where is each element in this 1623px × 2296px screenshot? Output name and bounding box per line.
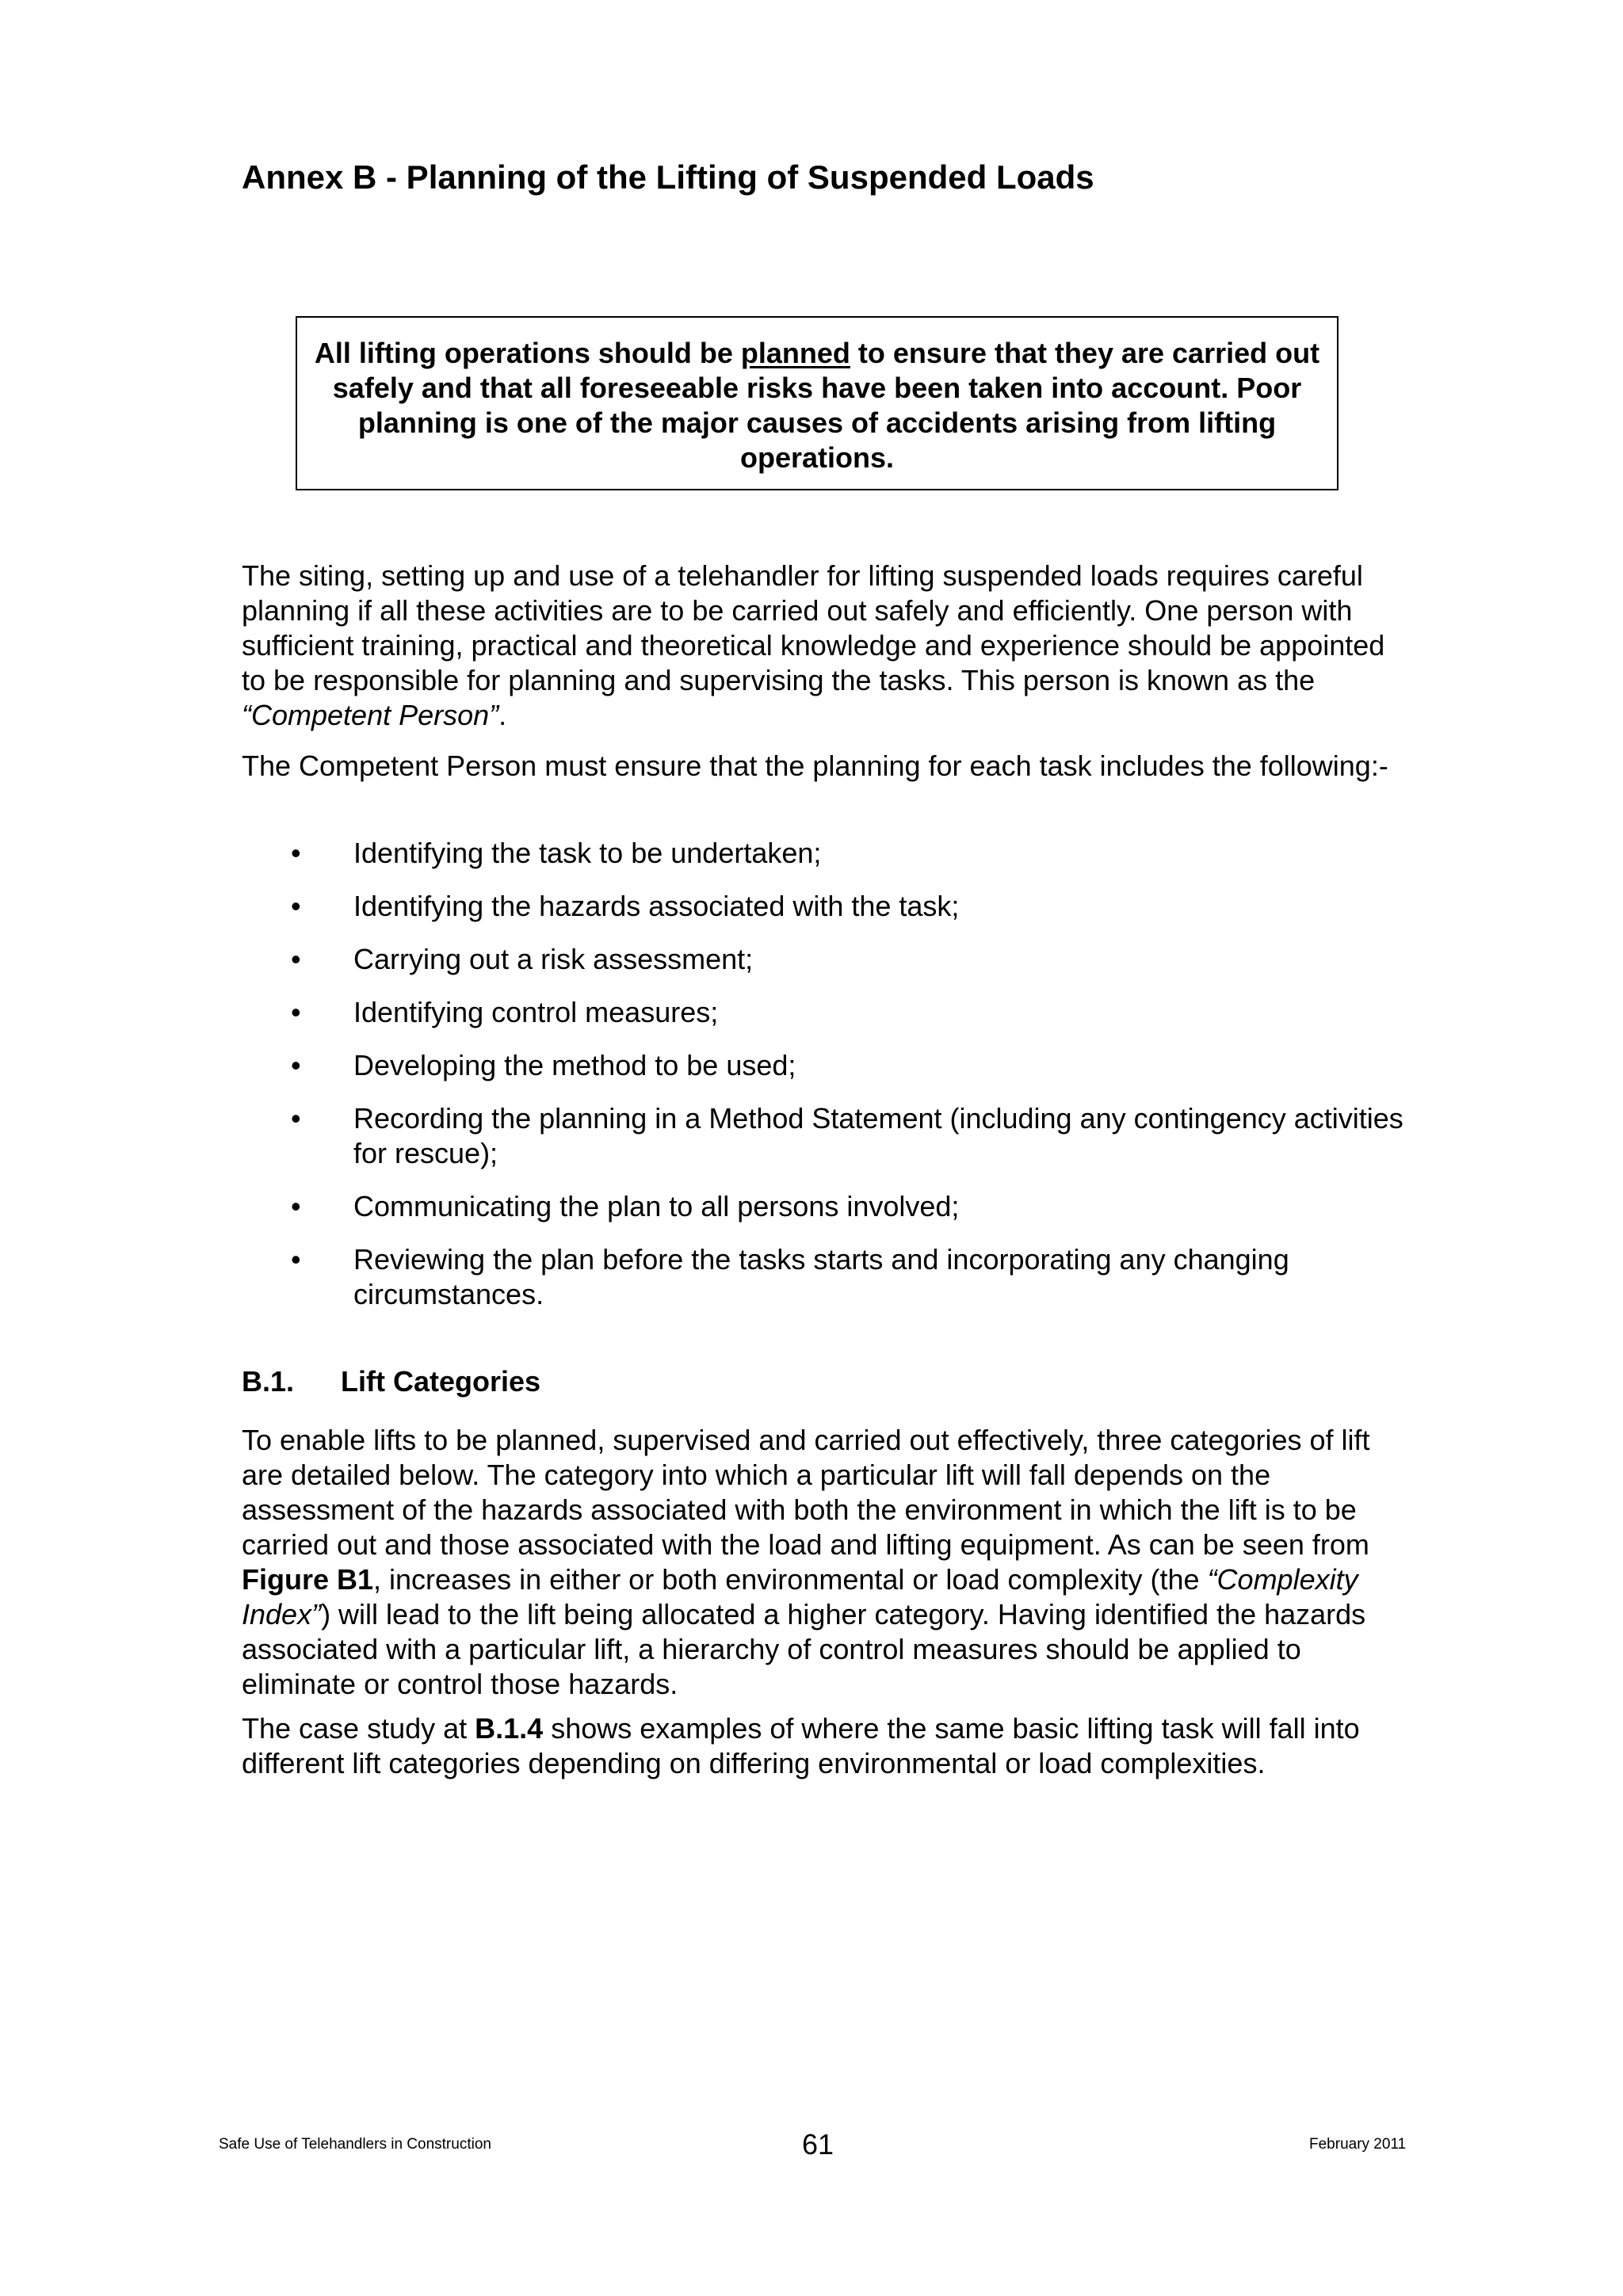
lift-text-3: ) will lead to the lift being allocated a higher category. Having identified the hazards associated with a particular lift, a hierarchy of control measures should be applied to eliminate or control those hazards. (242, 1598, 1366, 1700)
section-title: Lift Categories (341, 1365, 541, 1398)
intro-paragraph (242, 559, 1415, 733)
bullet-icon: • (291, 890, 301, 922)
bullet-icon: • (291, 1243, 301, 1276)
case-study-text-end: shows examples of where the same basic lifting task will fall into different lift categories depending on differing environmental or load complexities. (242, 1712, 1360, 1779)
page-number: 61 (802, 2128, 834, 2161)
list-item (242, 1189, 1415, 1224)
planning-list (242, 836, 1415, 1330)
competent-person-term: “Competent Person” (242, 699, 499, 731)
list-item-text: Communicating the plan to all persons involved; (353, 1190, 960, 1222)
planning-paragraph (242, 749, 1415, 784)
section-heading (242, 1364, 540, 1399)
intro-text-end: . (498, 699, 507, 731)
list-item (242, 836, 1415, 871)
footer-date: February 2011 (1309, 2136, 1407, 2153)
list-item (242, 889, 1415, 924)
callout-text-start: All lifting operations should be (314, 337, 741, 369)
bullet-icon: • (291, 1190, 301, 1222)
intro-text: The siting, setting up and use of a telehandler for lifting suspended loads requires careful planning if all these activities are to be carried out safely and efficiently. One person with sufficient training, practical and theoretical knowledge and experience should be appointed to be responsible for planning and supervising the tasks. This person is known as the (242, 559, 1385, 696)
footer-document-title: Safe Use of Telehandlers in Construction (219, 2136, 491, 2153)
list-item (242, 1242, 1415, 1312)
list-item (242, 995, 1415, 1030)
list-item-text: Developing the method to be used; (353, 1049, 796, 1081)
list-item-text: Reviewing the plan before the tasks starts and incorporating any changing circumstances. (353, 1243, 1289, 1310)
section-number: B.1. (242, 1365, 295, 1398)
case-study-reference: B.1.4 (475, 1712, 544, 1745)
lift-text-2: , increases in either or both environmental or load complexity (the (373, 1563, 1208, 1596)
lift-categories-paragraph (242, 1423, 1415, 1702)
list-item-text: Carrying out a risk assessment; (353, 943, 754, 975)
list-item-text: Identifying control measures; (353, 996, 719, 1028)
lift-text-1: To enable lifts to be planned, supervised and carried out effectively, three categories of lift are detailed below. The category into which a particular lift will fall depends on the assessment of the hazards associated with both the environment in which the lift is to be carried out and those associated with the load and lifting equipment. As can be seen from (242, 1424, 1370, 1561)
case-study-paragraph (242, 1711, 1415, 1781)
list-item (242, 942, 1415, 977)
list-item-text: Identifying the task to be undertaken; (353, 837, 822, 869)
bullet-icon: • (291, 1102, 301, 1135)
list-item-text: Recording the planning in a Method Statement (including any contingency activities for rescue); (353, 1102, 1403, 1169)
bullet-icon: • (291, 1049, 301, 1081)
list-item (242, 1101, 1415, 1171)
figure-reference: Figure B1 (242, 1563, 374, 1596)
case-study-text: The case study at (242, 1712, 475, 1745)
planning-text: The Competent Person must ensure that the planning for each task includes the following:- (242, 749, 1388, 782)
bullet-icon: • (291, 943, 301, 975)
bullet-icon: • (291, 837, 301, 869)
list-item-text: Identifying the hazards associated with the task; (353, 890, 960, 922)
complexity-index-term: “Complexity Index” (242, 1563, 1358, 1630)
list-item (242, 1048, 1415, 1083)
page-title: Annex B - Planning of the Lifting of Suspended Loads (242, 158, 1094, 196)
callout-text-end: to ensure that they are carried out safely and that all foreseeable risks have been taken into account. Poor planning is one of the major causes of accidents arising from lifting operations. (332, 337, 1320, 474)
bullet-icon: • (291, 996, 301, 1028)
callout-box (296, 316, 1338, 490)
callout-underlined-word: planned (740, 337, 850, 369)
